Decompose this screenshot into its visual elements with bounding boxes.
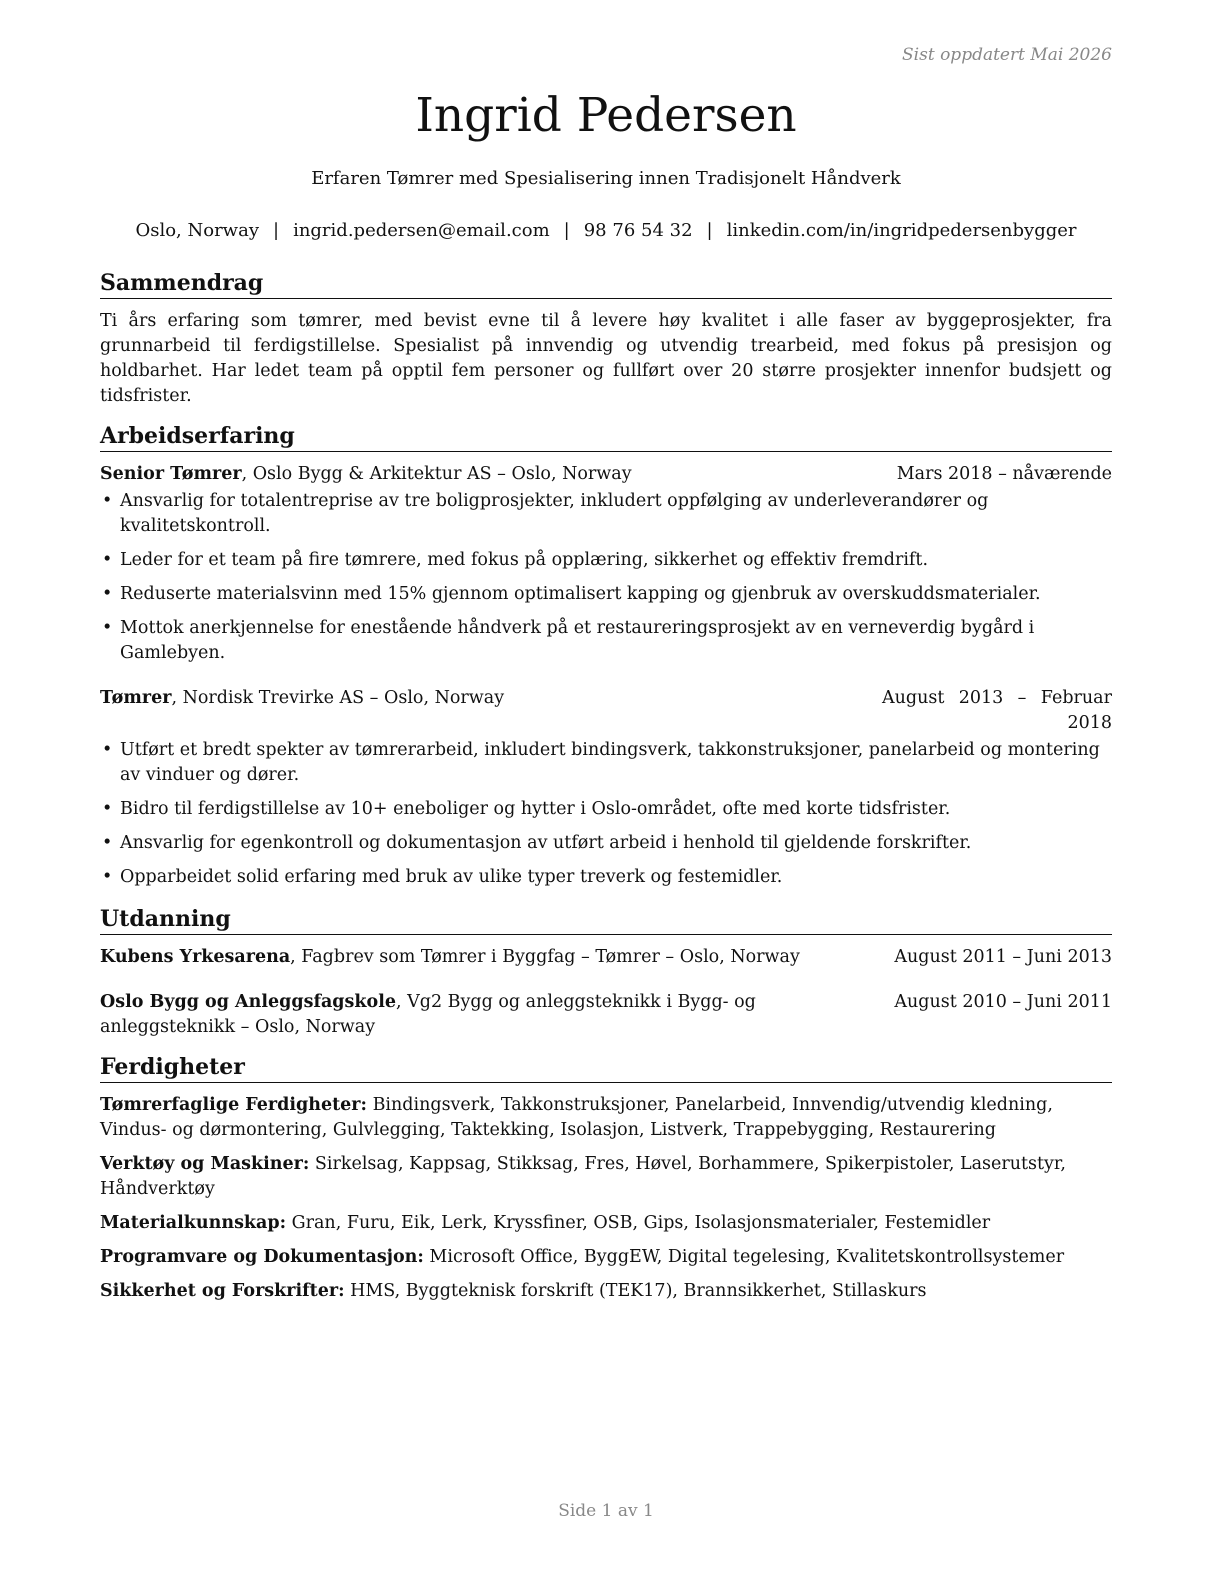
job-bullet: • Ansvarlig for egenkontroll og dokumentasjon av utført arbeid i henhold til gjeldende forskrifter. <box>100 831 1112 856</box>
job-bullets <box>100 738 1112 890</box>
job-role: Tømrer <box>100 688 172 708</box>
contact-phone: 98 76 54 32 <box>583 220 693 241</box>
job-dates: August 2013 – Februar 2018 <box>882 688 1112 733</box>
skill-line <box>100 1152 1112 1202</box>
education-school: Kubens Yrkesarena <box>100 947 291 967</box>
skill-label: Tømrerfaglige Ferdigheter: <box>100 1095 367 1115</box>
job-header <box>100 686 1112 736</box>
job-bullet: • Utført et bredt spekter av tømrerarbeid, inkludert bindingsverk, takkonstruksjoner, panelarbeid og montering av vinduer og dører. <box>100 738 1112 788</box>
section-title-skills: Ferdigheter <box>100 1052 1112 1083</box>
summary-text: Ti års erfaring som tømrer, med bevist evne til å levere høy kvalitet i alle faser av byggeprosjekter, fra grunnarbeid til ferdigstillelse. Spesialist på innvendig og utvendig trearbeid, med fokus på presisjon og holdbarhet. Har ledet team på opptil fem personer og fullført over 20 større prosjekter innenfor budsjett og tidsfrister. <box>100 311 1112 406</box>
contact-linkedin[interactable]: linkedin.com/in/ingridpedersenbygger <box>726 220 1077 241</box>
section-title-experience: Arbeidserfaring <box>100 421 1112 452</box>
job-bullets <box>100 489 1112 666</box>
page-number: Side 1 av 1 <box>558 1501 654 1521</box>
resume-page <box>100 0 1112 1584</box>
contact-separator: | <box>272 220 280 241</box>
skill-value: Gran, Furu, Eik, Lerk, Kryssfiner, OSB, Gips, Isolasjonsmaterialer, Festemidler <box>286 1213 991 1233</box>
candidate-subtitle: Erfaren Tømrer med Spesialisering innen Tradisjonelt Håndverk <box>311 168 901 189</box>
skill-line <box>100 1245 1112 1270</box>
skill-value: Bindingsverk, Takkonstruksjoner, Panelarbeid, Innvendig/utvendig kledning, Vindus- og dørmontering, Gulvlegging, Taktekking, Isolasjon, Listverk, Trappebygging, Restaurering <box>100 1095 1053 1140</box>
last-updated: Sist oppdatert Mai 2026 <box>902 45 1112 65</box>
skill-line <box>100 1093 1112 1143</box>
section-title-education: Utdanning <box>100 904 1112 935</box>
contact-separator: | <box>563 220 570 241</box>
skill-label: Materialkunnskap: <box>100 1213 287 1233</box>
education-details: , Vg2 Bygg og anleggsteknikk i Bygg- og anleggsteknikk – Oslo, Norway <box>100 992 756 1037</box>
contact-separator: | <box>706 220 713 241</box>
job-dates: Mars 2018 – nåværende <box>896 464 1112 484</box>
job-bullet: • Reduserte materialsvinn med 15% gjennom optimalisert kapping og gjenbruk av overskuddsmaterialer. <box>100 582 1112 607</box>
job-bullet: • Opparbeidet solid erfaring med bruk av ulike typer treverk og festemidler. <box>100 865 1112 890</box>
education-dates: August 2011 – Juni 2013 <box>894 947 1112 967</box>
education-section <box>100 904 1112 1040</box>
section-title-summary: Sammendrag <box>100 268 1112 299</box>
job-company: , Nordisk Trevirke AS – Oslo, Norway <box>171 688 505 708</box>
job-bullet: • Ansvarlig for totalentreprise av tre boligprosjekter, inkludert oppfølging av underleverandører og kvalitetskontroll. <box>100 489 1112 539</box>
job-bullet: • Leder for et team på fire tømrere, med fokus på opplæring, sikkerhet og effektiv fremdrift. <box>100 548 1112 573</box>
education-entry <box>100 945 1112 970</box>
candidate-name: Ingrid Pedersen <box>415 88 797 143</box>
skill-value: HMS, Byggteknisk forskrift (TEK17), Brannsikkerhet, Stillaskurs <box>344 1281 927 1301</box>
skill-label: Programvare og Dokumentasjon: <box>100 1247 424 1267</box>
experience-section <box>100 421 1112 890</box>
education-school: Oslo Bygg og Anleggsfagskole <box>100 992 396 1012</box>
job-entry <box>100 686 1112 890</box>
summary-section <box>100 268 1112 409</box>
job-bullet: • Bidro til ferdigstillelse av 10+ eneboliger og hytter i Oslo-området, ofte med korte tidsfrister. <box>100 797 1112 822</box>
skill-line <box>100 1211 1112 1236</box>
skills-section <box>100 1052 1112 1304</box>
job-company: , Oslo Bygg & Arkitektur AS – Oslo, Norway <box>241 464 632 484</box>
job-bullet: • Mottok anerkjennelse for enestående håndverk på et restaureringsprosjekt av en verneverdig bygård i Gamlebyen. <box>100 616 1112 666</box>
skill-label: Sikkerhet og Forskrifter: <box>100 1281 345 1301</box>
education-dates: August 2010 – Juni 2011 <box>894 992 1112 1012</box>
skill-label: Verktøy og Maskiner: <box>100 1154 310 1174</box>
education-entry <box>100 990 1112 1040</box>
contact-line <box>100 219 1112 243</box>
job-header <box>100 462 1112 487</box>
contact-email[interactable]: ingrid.pedersen@email.com <box>293 220 550 241</box>
resume-content <box>100 268 1112 1316</box>
skill-value: Sirkelsag, Kappsag, Stikksag, Fres, Høvel, Borhammere, Spikerpistoler, Laserutstyr, Håndverktøy <box>100 1154 1066 1199</box>
skill-line <box>100 1279 1112 1304</box>
job-entry <box>100 462 1112 666</box>
job-role: Senior Tømrer <box>100 464 242 484</box>
education-details: , Fagbrev som Tømrer i Byggfag – Tømrer – Oslo, Norway <box>290 947 800 967</box>
contact-location: Oslo, Norway <box>135 220 259 241</box>
skill-value: Microsoft Office, ByggEW, Digital tegelesing, Kvalitetskontrollsystemer <box>423 1247 1065 1267</box>
